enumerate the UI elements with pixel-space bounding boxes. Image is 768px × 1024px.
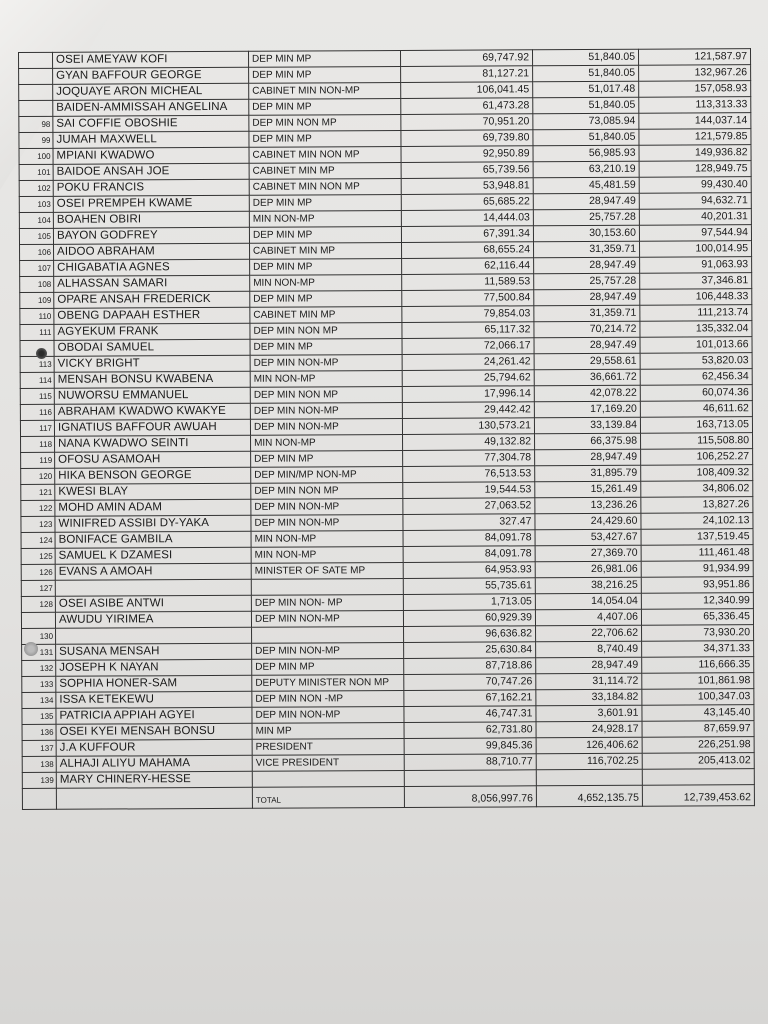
amount-b-cell: 53,427.67 xyxy=(535,529,641,546)
row-number-cell xyxy=(21,612,55,628)
amount-b-cell: 28,947.49 xyxy=(534,337,640,354)
amount-total-cell: 100,347.03 xyxy=(642,689,754,706)
amount-total-cell: 226,251.98 xyxy=(642,737,754,754)
member-name-cell: OPARE ANSAH FREDERICK xyxy=(54,291,250,308)
amount-a-cell: 65,117.32 xyxy=(402,322,534,339)
row-number-cell: 136 xyxy=(22,724,56,740)
position-cell: DEP MIN NON-MP xyxy=(250,354,402,371)
member-name-cell: OBODAI SAMUEL xyxy=(54,339,250,356)
member-name-cell: OSEI ASIBE ANTWI xyxy=(55,595,251,612)
amount-a-cell: 84,091.78 xyxy=(403,530,535,547)
position-cell: DEP MIN NON MP xyxy=(250,386,402,403)
row-number-cell: 127 xyxy=(21,580,55,596)
total-row xyxy=(22,785,754,810)
member-name-cell: AIDOO ABRAHAM xyxy=(54,243,250,260)
row-number-cell: 111 xyxy=(20,324,54,340)
amount-total-cell: 137,519.45 xyxy=(641,529,753,546)
member-name-cell: PATRICIA APPIAH AGYEI xyxy=(56,707,252,724)
position-cell: CABINET MIN NON-MP xyxy=(249,82,401,99)
row-number-cell: 132 xyxy=(22,660,56,676)
member-name-cell: SAMUEL K DZAMESI xyxy=(55,547,251,564)
amount-b-cell: 29,558.61 xyxy=(534,353,640,370)
amount-a-cell: 53,948.81 xyxy=(401,178,533,195)
amount-a-cell: 76,513.53 xyxy=(403,466,535,483)
row-number-cell: 118 xyxy=(21,436,55,452)
amount-b-cell: 73,085.94 xyxy=(533,113,639,130)
amount-total-cell: 60,074.36 xyxy=(640,385,752,402)
total-c: 12,739,453.62 xyxy=(642,785,754,807)
position-cell: DEP MIN MP xyxy=(249,130,401,147)
amount-total-cell: 13,827.26 xyxy=(641,497,753,514)
row-number-cell: 131 xyxy=(22,644,56,660)
amount-a-cell: 27,063.52 xyxy=(403,498,535,515)
position-cell: DEP MIN MP xyxy=(250,290,402,307)
row-number-cell: 98 xyxy=(19,116,53,132)
amount-a-cell: 84,091.78 xyxy=(403,546,535,563)
amount-total-cell: 106,448.33 xyxy=(640,289,752,306)
position-cell: CABINET MIN MP xyxy=(250,242,402,259)
amount-b-cell: 31,114.72 xyxy=(536,673,642,690)
row-number-cell: 110 xyxy=(20,308,54,324)
position-cell: MIN NON-MP xyxy=(249,210,401,227)
amount-total-cell: 91,934.99 xyxy=(641,561,753,578)
amount-a-cell: 25,630.84 xyxy=(404,642,536,659)
row-number-cell: 102 xyxy=(19,180,53,196)
member-name-cell: NUWORSU EMMANUEL xyxy=(54,387,250,404)
position-cell: DEP MIN NON-MP xyxy=(252,706,404,723)
member-name-cell: VICKY BRIGHT xyxy=(54,355,250,372)
amount-total-cell: 93,951.86 xyxy=(641,577,753,594)
row-number-cell: 123 xyxy=(21,516,55,532)
member-name-cell: BONIFACE GAMBILA xyxy=(55,531,251,548)
amount-total-cell: 34,371.33 xyxy=(642,641,754,658)
amount-b-cell: 4,407.06 xyxy=(535,609,641,626)
amount-a-cell: 46,747.31 xyxy=(404,706,536,723)
position-cell: DEP MIN NON MP xyxy=(250,322,402,339)
amount-total-cell: 135,332.04 xyxy=(640,321,752,338)
member-name-cell: OSEI KYEI MENSAH BONSU xyxy=(56,723,252,740)
amount-a-cell: 92,950.89 xyxy=(401,146,533,163)
amount-b-cell: 24,928.17 xyxy=(536,721,642,738)
ministers-payment-table xyxy=(18,48,755,810)
amount-a-cell: 55,735.61 xyxy=(403,578,535,595)
member-name-cell: SAI COFFIE OBOSHIE xyxy=(53,115,249,132)
member-name-cell: OFOSU ASAMOAH xyxy=(55,451,251,468)
position-cell: DEP MIN NON-MP xyxy=(251,498,403,515)
row-number-cell: 124 xyxy=(21,532,55,548)
amount-a-cell: 11,589.53 xyxy=(402,274,534,291)
amount-b-cell: 45,481.59 xyxy=(533,177,639,194)
row-number-cell: 113 xyxy=(20,356,54,372)
amount-total-cell: 101,013.66 xyxy=(640,337,752,354)
amount-a-cell: 96,636.82 xyxy=(404,626,536,643)
row-number-cell: 122 xyxy=(21,500,55,516)
amount-b-cell: 51,017.48 xyxy=(533,81,639,98)
member-name-cell: BOAHEN OBIRI xyxy=(53,211,249,228)
amount-a-cell: 68,655.24 xyxy=(402,242,534,259)
member-name-cell xyxy=(55,579,251,596)
amount-a-cell: 81,127.21 xyxy=(401,66,533,83)
member-name-cell: OSEI AMEYAW KOFI xyxy=(53,51,249,68)
amount-b-cell: 28,947.49 xyxy=(534,257,640,274)
amount-b-cell: 17,169.20 xyxy=(534,401,640,418)
payment-table-sheet xyxy=(18,48,754,850)
amount-total-cell: 132,967.26 xyxy=(639,65,751,82)
amount-total-cell: 24,102.13 xyxy=(641,513,753,530)
amount-total-cell: 163,713.05 xyxy=(640,417,752,434)
row-number-cell xyxy=(19,52,53,68)
amount-total-cell: 205,413.02 xyxy=(642,753,754,770)
amount-total-cell: 99,430.40 xyxy=(639,177,751,194)
amount-a-cell: 327.47 xyxy=(403,514,535,531)
member-name-cell: NANA KWADWO SEINTI xyxy=(55,435,251,452)
total-no-cell xyxy=(22,788,56,809)
position-cell: DEP MIN NON -MP xyxy=(252,690,404,707)
amount-total-cell: 144,037.14 xyxy=(639,113,751,130)
row-number-cell: 101 xyxy=(19,164,53,180)
member-name-cell: SUSANA MENSAH xyxy=(56,643,252,660)
amount-b-cell: 51,840.05 xyxy=(532,49,638,66)
position-cell: CABINET MIN NON MP xyxy=(249,178,401,195)
row-number-cell: 109 xyxy=(20,292,54,308)
row-number-cell xyxy=(19,100,53,116)
amount-b-cell: 13,236.26 xyxy=(535,497,641,514)
position-cell: DEP MIN/MP NON-MP xyxy=(251,466,403,483)
row-number-cell: 126 xyxy=(21,564,55,580)
amount-total-cell: 121,579.85 xyxy=(639,129,751,146)
position-cell: DEP MIN MP xyxy=(248,50,400,67)
amount-b-cell: 51,840.05 xyxy=(533,129,639,146)
position-cell: MIN NON-MP xyxy=(250,370,402,387)
total-b: 4,652,135.75 xyxy=(536,785,642,807)
amount-total-cell: 111,213.74 xyxy=(640,305,752,322)
amount-b-cell: 25,757.28 xyxy=(534,273,640,290)
amount-total-cell: 97,544.94 xyxy=(639,225,751,242)
member-name-cell: JUMAH MAXWELL xyxy=(53,131,249,148)
member-name-cell: KWESI BLAY xyxy=(55,483,251,500)
position-cell: DEP MIN MP xyxy=(249,98,401,115)
amount-a-cell: 70,747.26 xyxy=(404,674,536,691)
row-number-cell: 103 xyxy=(19,196,53,212)
position-cell: MIN NON-MP xyxy=(251,530,403,547)
row-number-cell: 137 xyxy=(22,740,56,756)
member-name-cell: BAYON GODFREY xyxy=(53,227,249,244)
member-name-cell xyxy=(56,627,252,644)
row-number-cell xyxy=(19,84,53,100)
member-name-cell: ISSA KETEKEWU xyxy=(56,691,252,708)
amount-b-cell: 33,139.84 xyxy=(534,417,640,434)
amount-total-cell: 116,666.35 xyxy=(642,657,754,674)
amount-a-cell: 14,444.03 xyxy=(401,210,533,227)
amount-total-cell xyxy=(642,769,754,786)
position-cell: CABINET MIN MP xyxy=(249,162,401,179)
member-name-cell: OBENG DAPAAH ESTHER xyxy=(54,307,250,324)
row-number-cell: 119 xyxy=(21,452,55,468)
position-cell: MIN NON-MP xyxy=(251,546,403,563)
amount-total-cell: 115,508.80 xyxy=(641,433,753,450)
position-cell: DEP MIN MP xyxy=(249,226,401,243)
row-number-cell: 133 xyxy=(22,676,56,692)
amount-b-cell: 70,214.72 xyxy=(534,321,640,338)
member-name-cell: ALHASSAN SAMARI xyxy=(54,275,250,292)
amount-a-cell: 69,747.92 xyxy=(400,50,532,67)
amount-a-cell: 49,132.82 xyxy=(403,434,535,451)
member-name-cell: AGYEKUM FRANK xyxy=(54,323,250,340)
amount-a-cell: 106,041.45 xyxy=(401,82,533,99)
row-number-cell: 104 xyxy=(19,212,53,228)
amount-total-cell: 12,340.99 xyxy=(641,593,753,610)
amount-a-cell: 62,116.44 xyxy=(402,258,534,275)
amount-a-cell: 99,845.36 xyxy=(404,738,536,755)
member-name-cell: AWUDU YIRIMEA xyxy=(55,611,251,628)
row-number-cell xyxy=(19,68,53,84)
row-number-cell: 100 xyxy=(19,148,53,164)
amount-b-cell: 42,078.22 xyxy=(534,385,640,402)
position-cell: DEP MIN NON-MP xyxy=(251,610,403,627)
amount-a-cell: 67,391.34 xyxy=(401,226,533,243)
amount-a-cell: 88,710.77 xyxy=(404,754,536,771)
amount-a-cell: 77,500.84 xyxy=(402,290,534,307)
total-name-cell xyxy=(56,787,252,809)
member-name-cell: BAIDOE ANSAH JOE xyxy=(53,163,249,180)
amount-a-cell: 65,739.56 xyxy=(401,162,533,179)
position-cell: DEP MIN MP xyxy=(249,66,401,83)
amount-b-cell: 126,406.62 xyxy=(536,737,642,754)
amount-a-cell: 62,731.80 xyxy=(404,722,536,739)
row-number-cell: 125 xyxy=(21,548,55,564)
row-number-cell: 134 xyxy=(22,692,56,708)
amount-b-cell: 56,985.93 xyxy=(533,145,639,162)
amount-total-cell: 100,014.95 xyxy=(639,241,751,258)
position-cell: DEP MIN NON-MP xyxy=(250,418,402,435)
row-number-cell: 128 xyxy=(21,596,55,612)
amount-a-cell: 17,996.14 xyxy=(402,386,534,403)
amount-total-cell: 108,409.32 xyxy=(641,465,753,482)
amount-b-cell: 28,947.49 xyxy=(533,193,639,210)
position-cell: DEPUTY MINISTER NON MP xyxy=(252,674,404,691)
position-cell: DEP MIN MP xyxy=(252,658,404,675)
position-cell: MIN NON-MP xyxy=(251,434,403,451)
member-name-cell: GYAN BAFFOUR GEORGE xyxy=(53,67,249,84)
position-cell: DEP MIN NON-MP xyxy=(250,402,402,419)
amount-b-cell: 63,210.19 xyxy=(533,161,639,178)
member-name-cell: SOPHIA HONER-SAM xyxy=(56,675,252,692)
member-name-cell: JOQUAYE ARON MICHEAL xyxy=(53,83,249,100)
amount-b-cell: 25,757.28 xyxy=(533,209,639,226)
amount-a-cell: 87,718.86 xyxy=(404,658,536,675)
position-cell xyxy=(251,578,403,595)
row-number-cell: 121 xyxy=(21,484,55,500)
amount-a-cell: 29,442.42 xyxy=(402,402,534,419)
position-cell: MIN MP xyxy=(252,722,404,739)
position-cell: MIN NON-MP xyxy=(250,274,402,291)
row-number-cell: 108 xyxy=(20,276,54,292)
position-cell: DEP MIN NON-MP xyxy=(251,514,403,531)
amount-a-cell: 24,261.42 xyxy=(402,354,534,371)
amount-total-cell: 106,252.27 xyxy=(641,449,753,466)
position-cell: VICE PRESIDENT xyxy=(252,754,404,771)
position-cell xyxy=(252,770,404,787)
amount-b-cell: 28,947.49 xyxy=(534,289,640,306)
position-cell: DEP MIN MP xyxy=(250,258,402,275)
total-label: TOTAL xyxy=(252,786,404,808)
position-cell: CABINET MIN NON MP xyxy=(249,146,401,163)
member-name-cell: EVANS A AMOAH xyxy=(55,563,251,580)
amount-total-cell: 62,456.34 xyxy=(640,369,752,386)
member-name-cell: ALHAJI ALIYU MAHAMA xyxy=(56,755,252,772)
amount-total-cell: 87,659.97 xyxy=(642,721,754,738)
amount-a-cell: 77,304.78 xyxy=(403,450,535,467)
amount-total-cell: 34,806.02 xyxy=(641,481,753,498)
amount-b-cell: 3,601.91 xyxy=(536,705,642,722)
row-number-cell: 138 xyxy=(22,756,56,772)
amount-b-cell: 27,369.70 xyxy=(535,545,641,562)
position-cell: PRESIDENT xyxy=(252,738,404,755)
amount-b-cell: 28,947.49 xyxy=(536,657,642,674)
punch-hole-light xyxy=(24,642,38,656)
member-name-cell: MOHD AMIN ADAM xyxy=(55,499,251,516)
member-name-cell: CHIGABATIA AGNES xyxy=(54,259,250,276)
row-number-cell: 139 xyxy=(22,772,56,788)
row-number-cell: 115 xyxy=(20,388,54,404)
amount-total-cell: 46,611.62 xyxy=(640,401,752,418)
row-number-cell: 116 xyxy=(20,404,54,420)
amount-total-cell: 73,930.20 xyxy=(642,625,754,642)
amount-b-cell: 51,840.05 xyxy=(533,65,639,82)
amount-b-cell: 51,840.05 xyxy=(533,97,639,114)
member-name-cell: HIKA BENSON GEORGE xyxy=(55,467,251,484)
row-number-cell: 130 xyxy=(22,628,56,644)
amount-b-cell: 8,740.49 xyxy=(536,641,642,658)
row-number-cell: 120 xyxy=(21,468,55,484)
amount-a-cell: 61,473.28 xyxy=(401,98,533,115)
amount-b-cell: 28,947.49 xyxy=(535,449,641,466)
position-cell: DEP MIN NON-MP xyxy=(252,642,404,659)
member-name-cell: POKU FRANCIS xyxy=(53,179,249,196)
row-number-cell: 105 xyxy=(19,228,53,244)
amount-b-cell: 33,184.82 xyxy=(536,689,642,706)
amount-b-cell: 14,054.04 xyxy=(535,593,641,610)
amount-b-cell: 30,153.60 xyxy=(533,225,639,242)
position-cell xyxy=(252,626,404,643)
amount-a-cell: 1,713.05 xyxy=(403,594,535,611)
amount-a-cell: 130,573.21 xyxy=(402,418,534,435)
row-number-cell: 107 xyxy=(20,260,54,276)
member-name-cell: IGNATIUS BAFFOUR AWUAH xyxy=(54,419,250,436)
total-a: 8,056,997.76 xyxy=(404,786,536,808)
punch-hole-dark xyxy=(36,348,47,359)
amount-total-cell: 157,058.93 xyxy=(639,81,751,98)
member-name-cell: J.A KUFFOUR xyxy=(56,739,252,756)
amount-b-cell: 116,702.25 xyxy=(536,753,642,770)
member-name-cell: BAIDEN-AMMISSAH ANGELINA xyxy=(53,99,249,116)
amount-total-cell: 91,063.93 xyxy=(640,257,752,274)
member-name-cell: ABRAHAM KWADWO KWAKYE xyxy=(54,403,250,420)
amount-b-cell: 38,216.25 xyxy=(535,577,641,594)
amount-a-cell: 65,685.22 xyxy=(401,194,533,211)
amount-total-cell: 121,587.97 xyxy=(638,49,750,66)
row-number-cell: 117 xyxy=(20,420,54,436)
amount-total-cell: 94,632.71 xyxy=(639,193,751,210)
member-name-cell: MENSAH BONSU KWABENA xyxy=(54,371,250,388)
amount-b-cell: 31,895.79 xyxy=(535,465,641,482)
amount-total-cell: 65,336.45 xyxy=(641,609,753,626)
amount-a-cell: 67,162.21 xyxy=(404,690,536,707)
amount-b-cell: 36,661.72 xyxy=(534,369,640,386)
amount-b-cell: 66,375.98 xyxy=(535,433,641,450)
member-name-cell: MARY CHINERY-HESSE xyxy=(56,771,252,788)
row-number-cell: 99 xyxy=(19,132,53,148)
amount-a-cell: 60,929.39 xyxy=(403,610,535,627)
position-cell: CABINET MIN MP xyxy=(250,306,402,323)
amount-b-cell: 15,261.49 xyxy=(535,481,641,498)
member-name-cell: OSEI PREMPEH KWAME xyxy=(53,195,249,212)
row-number-cell: 114 xyxy=(20,372,54,388)
amount-total-cell: 43,145.40 xyxy=(642,705,754,722)
position-cell: DEP MIN NON MP xyxy=(251,482,403,499)
member-name-cell: MPIANI KWADWO xyxy=(53,147,249,164)
amount-a-cell: 79,854.03 xyxy=(402,306,534,323)
position-cell: MINISTER OF SATE MP xyxy=(251,562,403,579)
amount-total-cell: 101,861.98 xyxy=(642,673,754,690)
amount-total-cell: 40,201.31 xyxy=(639,209,751,226)
amount-a-cell: 19,544.53 xyxy=(403,482,535,499)
amount-a-cell: 70,951.20 xyxy=(401,114,533,131)
row-number-cell: 106 xyxy=(20,244,54,260)
member-name-cell: JOSEPH K NAYAN xyxy=(56,659,252,676)
amount-a-cell: 25,794.62 xyxy=(402,370,534,387)
amount-a-cell xyxy=(404,770,536,787)
position-cell: DEP MIN MP xyxy=(250,338,402,355)
amount-b-cell: 26,981.06 xyxy=(535,561,641,578)
amount-a-cell: 64,953.93 xyxy=(403,562,535,579)
position-cell: DEP MIN MP xyxy=(249,194,401,211)
position-cell: DEP MIN MP xyxy=(251,450,403,467)
amount-a-cell: 69,739.80 xyxy=(401,130,533,147)
amount-total-cell: 111,461.48 xyxy=(641,545,753,562)
member-name-cell: WINIFRED ASSIBI DY-YAKA xyxy=(55,515,251,532)
amount-total-cell: 113,313.33 xyxy=(639,97,751,114)
amount-b-cell: 31,359.71 xyxy=(534,305,640,322)
amount-total-cell: 128,949.75 xyxy=(639,161,751,178)
amount-b-cell: 24,429.60 xyxy=(535,513,641,530)
amount-total-cell: 53,820.03 xyxy=(640,353,752,370)
amount-b-cell xyxy=(536,769,642,786)
amount-total-cell: 37,346.81 xyxy=(640,273,752,290)
position-cell: DEP MIN NON MP xyxy=(249,114,401,131)
amount-a-cell: 72,066.17 xyxy=(402,338,534,355)
row-number-cell: 135 xyxy=(22,708,56,724)
amount-total-cell: 149,936.82 xyxy=(639,145,751,162)
amount-b-cell: 31,359.71 xyxy=(534,241,640,258)
position-cell: DEP MIN NON- MP xyxy=(251,594,403,611)
amount-b-cell: 22,706.62 xyxy=(536,625,642,642)
